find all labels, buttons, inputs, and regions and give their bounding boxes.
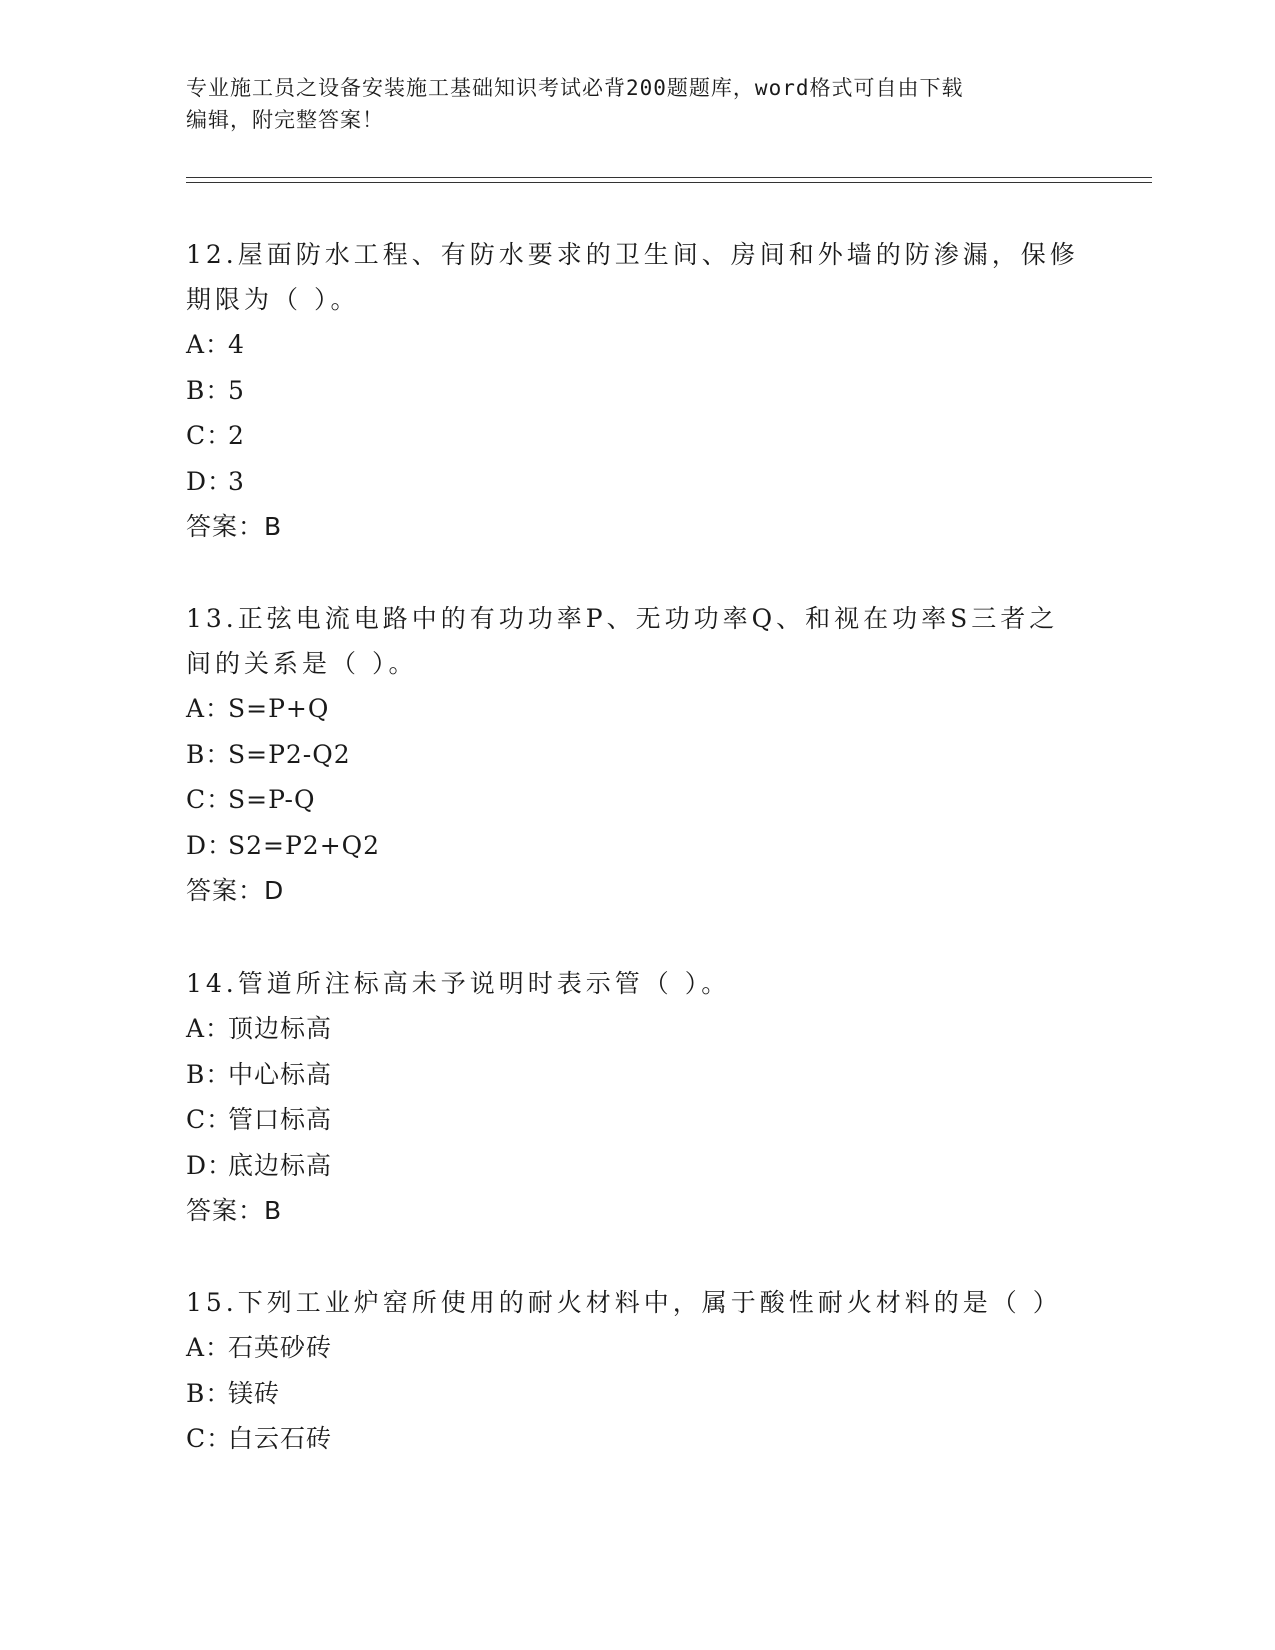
option-key: A：: [186, 1333, 232, 1362]
answer-line: 答案：B: [186, 512, 283, 541]
question-stem-line: 15.下列工业炉窑所使用的耐火材料中，属于酸性耐火材料的是（ ）: [186, 1288, 1062, 1317]
option-key: A：: [186, 694, 232, 723]
option-text: S2=P2+Q2: [228, 830, 381, 860]
option-text: S=P-Q: [228, 785, 316, 814]
header-divider-bottom: [186, 182, 1152, 183]
question-stem-line: 12.屋面防水工程、有防水要求的卫生间、房间和外墙的防渗漏，保修: [186, 240, 1079, 269]
option-a: [186, 1325, 1086, 1371]
option-a: [186, 1006, 1086, 1052]
option-b: [186, 1052, 1086, 1098]
option-text: 顶边标高: [228, 1014, 333, 1043]
header-divider-top: [186, 177, 1152, 178]
option-key: D：: [186, 1150, 234, 1180]
document-header: [186, 72, 1086, 136]
answer-line: 答案：D: [186, 876, 285, 905]
option-key: B：: [186, 1059, 232, 1089]
option-a: [186, 322, 1086, 368]
option-key: B：: [186, 375, 232, 405]
option-b: [186, 732, 1086, 778]
option-key: C：: [186, 785, 233, 814]
option-text: 3: [228, 466, 245, 496]
option-key: A：: [186, 330, 232, 359]
question-12: [186, 232, 1086, 549]
option-d: [186, 823, 1086, 869]
question-14: [186, 961, 1086, 1233]
option-text: 石英砂砖: [228, 1333, 333, 1362]
option-text: S=P+Q: [228, 694, 330, 723]
option-text: 4: [228, 330, 245, 359]
option-d: [186, 1143, 1086, 1189]
option-b: [186, 1371, 1086, 1417]
option-a: [186, 686, 1086, 732]
option-text: 镁砖: [228, 1378, 281, 1408]
option-c: [186, 777, 1086, 823]
answer-line: 答案：B: [186, 1196, 283, 1225]
option-text: 管口标高: [228, 1105, 333, 1134]
option-text: S=P2-Q2: [228, 739, 351, 769]
question-15: [186, 1280, 1086, 1462]
option-c: [186, 413, 1086, 459]
option-key: C：: [186, 421, 233, 450]
option-text: 白云石砖: [228, 1424, 333, 1453]
option-key: D：: [186, 466, 234, 496]
option-b: [186, 368, 1086, 414]
option-d: [186, 459, 1086, 505]
question-13: [186, 596, 1086, 913]
option-key: D：: [186, 830, 234, 860]
option-key: C：: [186, 1105, 233, 1134]
question-stem-line: 期限为（ ）。: [186, 285, 360, 314]
header-title-line-2: 编辑，附完整答案！: [186, 108, 384, 132]
question-stem-line: 13.正弦电流电路中的有功功率P、无功功率Q、和视在功率S三者之: [186, 604, 1059, 633]
option-text: 2: [228, 421, 245, 450]
option-text: 中心标高: [228, 1059, 333, 1089]
option-key: A：: [186, 1014, 232, 1043]
header-title-line-1: 专业施工员之设备安装施工基础知识考试必背200题题库，word格式可自由下载: [186, 76, 964, 100]
option-text: 底边标高: [228, 1150, 333, 1180]
option-key: B：: [186, 739, 232, 769]
option-key: B：: [186, 1378, 232, 1408]
question-stem-line: 间的关系是（ ）。: [186, 649, 418, 678]
option-text: 5: [228, 375, 245, 405]
option-c: [186, 1416, 1086, 1462]
option-c: [186, 1097, 1086, 1143]
option-key: C：: [186, 1424, 233, 1453]
question-stem-line: 14.管道所注标高未予说明时表示管（ ）。: [186, 969, 731, 998]
